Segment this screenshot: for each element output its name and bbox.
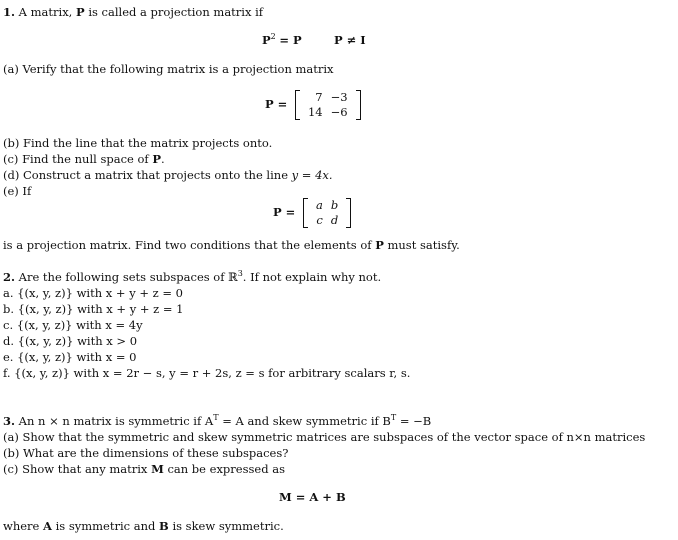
q1-part-d: (d) Construct a matrix that projects onto the line y = 4x. [3,168,333,182]
q1-number: 1. [3,5,16,19]
q1-closing: is a projection matrix. Find two conditions that the elements of P must satisfy. [3,238,460,252]
q2-item-e: e. {(x, y, z)} with x = 0 [3,350,137,364]
q3-part-c: (c) Show that any matrix M can be expressed as [3,462,285,476]
matrix2-cell: c [316,213,323,227]
matrix2-cell: b [330,198,339,212]
q2-item-d: d. {(x, y, z)} with x > 0 [3,334,138,348]
matrix1-cell: −3 [330,90,348,104]
q2-item-b: b. {(x, y, z)} with x + y + z = 1 [3,302,184,316]
q1-intro: 1. A matrix, P is called a projection matrix if [3,5,264,19]
q2-number: 2. [3,270,16,284]
q1-part-a: (a) Verify that the following matrix is a projection matrix [3,62,334,76]
matrix2-cell: d [330,213,339,227]
q1-part-b: (b) Find the line that the matrix projects onto. [3,136,273,150]
q1-equation-p-squared: $P^2 = P$ [262,32,302,47]
q3-number: 3. [3,414,16,428]
q1-matrix-1: P = 7 −3 14 −6 [265,90,361,120]
q2-item-f: f. {(x, y, z)} with x = 2r − s, y = r + 2s, z = s for arbitrary scalars r, s. [3,366,411,380]
q3-closing: where A is symmetric and B is skew symmetric. [3,519,284,533]
q1-equation-p-not-identity: P ≠ I [334,33,366,47]
q2-intro: 2. Are the following sets subspaces of ℝ$^3$. If not explain why not. [3,269,382,284]
matrix1-cell: −6 [330,105,348,119]
q3-intro: 3. An n × n matrix is symmetric if $A^T = A$ and skew symmetric if $B^T = -B$ [3,413,432,428]
q1-part-c: (c) Find the null space of P. [3,152,165,166]
q3-part-b: (b) What are the dimensions of these subspaces? [3,446,289,460]
q3-equation: M = A + B [279,490,346,504]
q1-matrix-2: P = a b c d [273,198,351,228]
matrix1-cell: 14 [307,105,323,119]
q2-item-a: a. {(x, y, z)} with x + y + z = 0 [3,286,183,300]
q2-item-c: c. {(x, y, z)} with x = 4y [3,318,143,332]
q1-part-e: (e) If [3,184,32,198]
matrix1-cell: 7 [315,90,323,104]
matrix2-cell: a [315,198,323,212]
q3-part-a: (a) Show that the symmetric and skew symmetric matrices are subspaces of the vector space of n×n matrices [3,430,646,444]
